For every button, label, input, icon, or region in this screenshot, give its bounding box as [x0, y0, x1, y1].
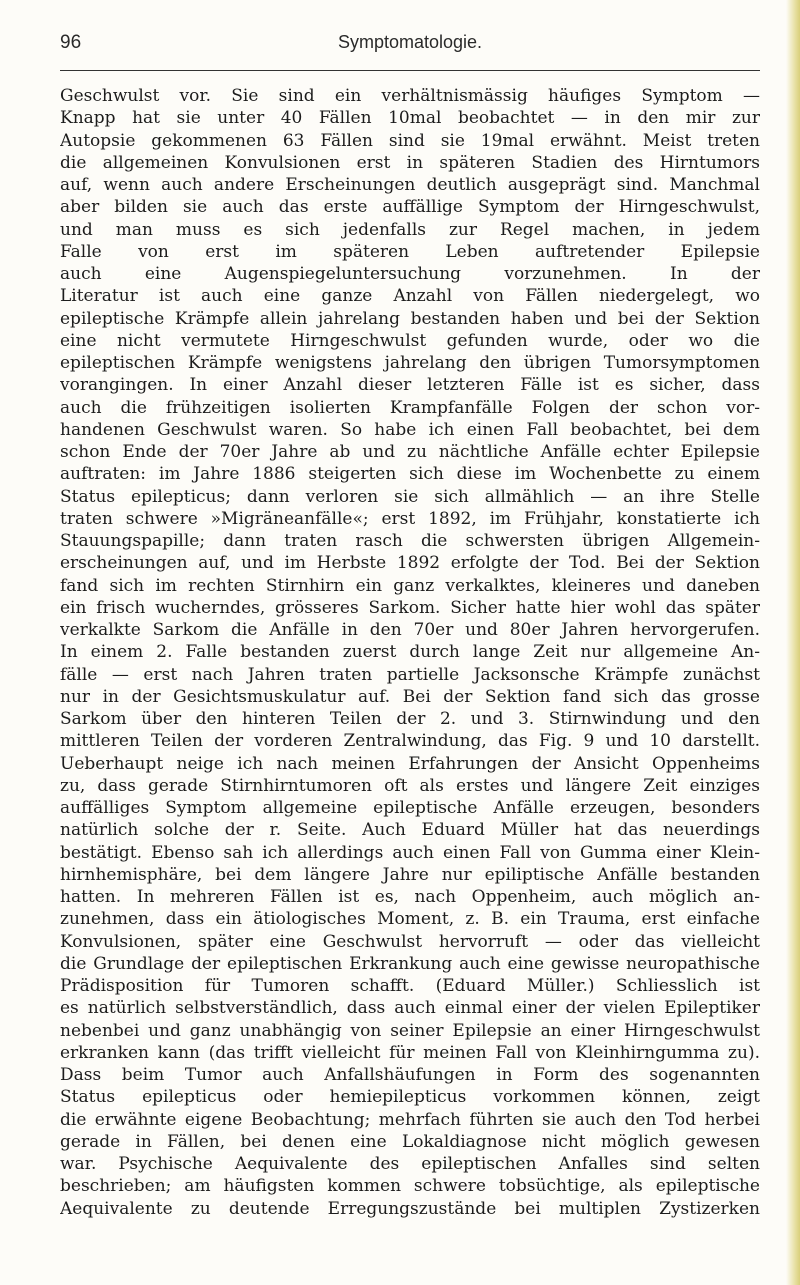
text-line: Stauungspapille; dann traten rasch die schwersten übrigen Allgemein-	[60, 531, 760, 551]
page-header	[60, 28, 760, 58]
text-line: Autopsie gekommenen 63 Fällen sind sie 19mal erwähnt. Meist treten	[60, 130, 760, 151]
text-line: die allgemeinen Konvulsionen erst in späteren Stadien des Hirntumors	[60, 152, 760, 173]
text-line: Status epilepticus oder hemiepilepticus vorkommen können, zeigt	[60, 1087, 760, 1108]
text-line: fälle — erst nach Jahren traten partielle Jacksonsche Krämpfe zunächst	[60, 664, 760, 685]
text-line: erscheinungen auf, und im Herbste 1892 erfolgte der Tod. Bei der Sektion	[60, 553, 760, 574]
text-line: Geschwulst vor. Sie sind ein verhältnismässig häufiges Symptom —	[60, 86, 760, 106]
text-line: Konvulsionen, später eine Geschwulst hervorruft — oder das vielleicht	[60, 931, 760, 952]
text-line: nur in der Gesichtsmuskulatur auf. Bei der Sektion fand sich das grosse	[60, 686, 760, 707]
text-line: hirnhemisphäre, bei dem längere Jahre nur epiliptische Anfälle bestanden	[60, 864, 760, 885]
text-line: bestätigt. Ebenso sah ich allerdings auch einen Fall von Gumma einer Klein-	[60, 842, 760, 863]
text-line: auch eine Augenspiegeluntersuchung vorzunehmen. In der	[60, 264, 760, 284]
text-line: die erwähnte eigene Beobachtung; mehrfach führten sie auch den Tod herbei	[60, 1109, 760, 1130]
page-number: 96	[60, 32, 82, 53]
body-text	[60, 85, 760, 1220]
text-line: aber bilden sie auch das erste auffällige Symptom der Hirngeschwulst,	[60, 197, 760, 218]
text-line: Ueberhaupt neige ich nach meinen Erfahrungen der Ansicht Oppenheims	[60, 753, 760, 774]
text-line: Falle von erst im späteren Leben auftretender Epilepsie	[60, 241, 760, 262]
text-line: es natürlich selbstverständlich, dass auch einmal einer der vielen Epileptiker	[60, 998, 760, 1019]
text-line: beschrieben; am häufigsten kommen schwere tobsüchtige, als epileptische	[60, 1176, 760, 1197]
text-line: traten schwere »Migräneanfälle«; erst 1892, im Frühjahr, konstatierte ich	[60, 508, 760, 529]
text-line: Knapp hat sie unter 40 Fällen 10mal beobachtet — in den mir zur	[60, 108, 760, 129]
running-title: Symptomatologie.	[337, 32, 483, 52]
text-line: nebenbei und ganz unabhängig von seiner Epilepsie an einer Hirngeschwulst	[60, 1020, 760, 1041]
text-line: auch die frühzeitigen isolierten Krampfanfälle Folgen der schon vor-	[60, 397, 760, 418]
text-line: natürlich solche der r. Seite. Auch Eduard Müller hat das neuerdings	[60, 820, 760, 841]
text-line: verkalkte Sarkom die Anfälle in den 70er und 80er Jahren hervorgerufen.	[60, 620, 760, 640]
text-line: Sarkom über den hinteren Teilen der 2. und 3. Stirnwindung und den	[60, 709, 760, 729]
text-line: Dass beim Tumor auch Anfallshäufungen in Form des sogenannten	[60, 1065, 760, 1085]
text-line: In einem 2. Falle bestanden zuerst durch lange Zeit nur allgemeine An-	[60, 642, 760, 663]
text-line: Status epilepticus; dann verloren sie sich allmählich — an ihre Stelle	[60, 486, 760, 507]
text-line: gerade in Fällen, bei denen eine Lokaldiagnose nicht möglich gewesen	[60, 1131, 760, 1152]
text-line: hatten. In mehreren Fällen ist es, nach Oppenheim, auch möglich an-	[60, 887, 760, 907]
text-line: die Grundlage der epileptischen Erkrankung auch eine gewisse neuropathische	[60, 953, 760, 974]
text-line: vorangingen. In einer Anzahl dieser letzteren Fälle ist es sicher, dass	[60, 375, 760, 396]
text-line: auf, wenn auch andere Erscheinungen deutlich ausgeprägt sind. Manchmal	[60, 175, 760, 195]
text-line: ein frisch wucherndes, grösseres Sarkom. Sicher hatte hier wohl das später	[60, 597, 760, 618]
text-line: epileptische Krämpfe allein jahrelang bestanden haben und bei der Sektion	[60, 308, 760, 329]
text-line: schon Ende der 70er Jahre ab und zu nächtliche Anfälle echter Epilepsie	[60, 442, 760, 462]
text-line: war. Psychische Aequivalente des epileptischen Anfalles sind selten	[60, 1154, 760, 1174]
text-line: zunehmen, dass ein ätiologisches Moment, z. B. ein Trauma, erst einfache	[60, 909, 760, 930]
text-line: mittleren Teilen der vorderen Zentralwindung, das Fig. 9 und 10 darstellt.	[60, 731, 760, 752]
header-rule	[60, 70, 760, 71]
text-line: Literatur ist auch eine ganze Anzahl von Fällen niedergelegt, wo	[60, 286, 760, 307]
page-edge	[786, 0, 800, 1285]
text-line: fand sich im rechten Stirnhirn ein ganz verkalktes, kleineres und daneben	[60, 575, 760, 596]
text-line: erkranken kann (das trifft vielleicht für meinen Fall von Kleinhirngumma zu).	[60, 1042, 760, 1063]
text-line: Prädisposition für Tumoren schafft. (Eduard Müller.) Schliesslich ist	[60, 976, 760, 996]
text-line: epileptischen Krämpfe wenigstens jahrelang den übrigen Tumorsymptomen	[60, 353, 760, 373]
text-line: eine nicht vermutete Hirngeschwulst gefunden wurde, oder wo die	[60, 330, 760, 351]
text-line: und man muss es sich jedenfalls zur Regel machen, in jedem	[60, 219, 760, 240]
text-line: auftraten: im Jahre 1886 steigerten sich diese im Wochenbette zu einem	[60, 464, 760, 485]
text-line: handenen Geschwulst waren. So habe ich einen Fall beobachtet, bei dem	[60, 419, 760, 440]
text-line: Aequivalente zu deutende Erregungszustände bei multiplen Zystizerken	[60, 1198, 760, 1219]
text-line: auffälliges Symptom allgemeine epileptische Anfälle erzeugen, besonders	[60, 798, 760, 818]
text-line: zu, dass gerade Stirnhirntumoren oft als erstes und längere Zeit einziges	[60, 775, 760, 796]
